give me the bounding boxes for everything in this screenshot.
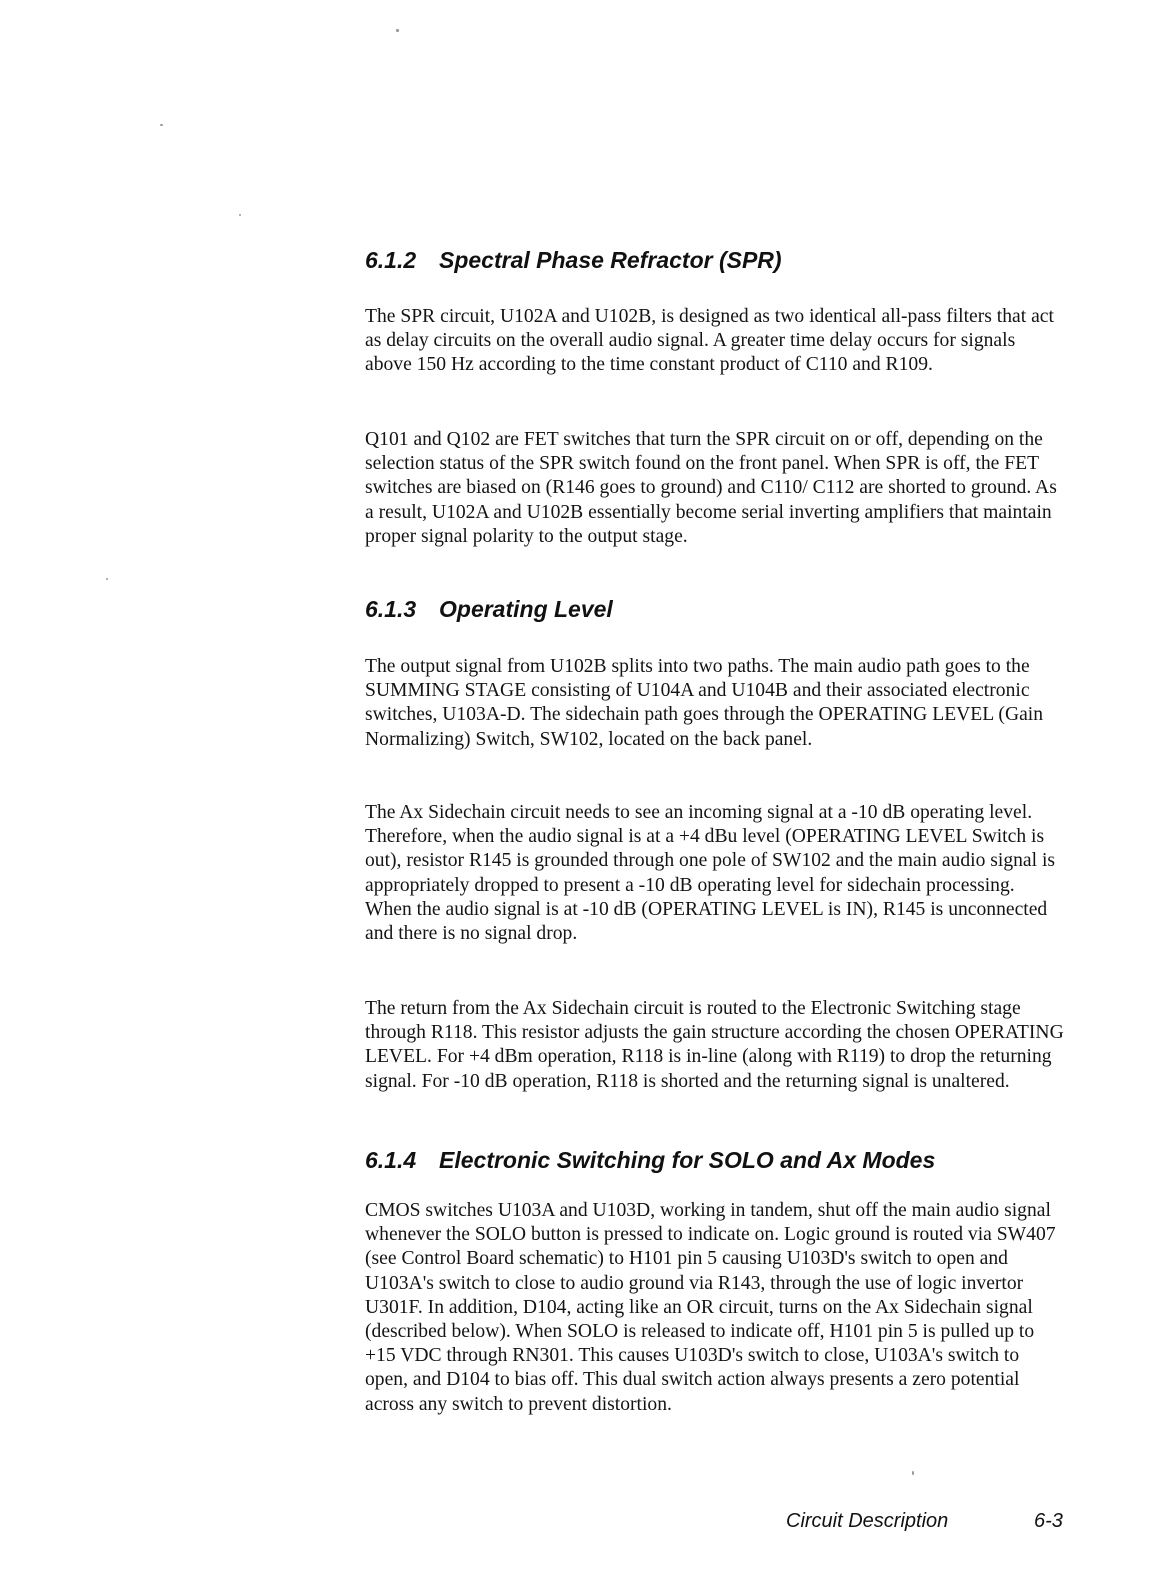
paragraph: The output signal from U102B splits into two paths. The main audio path goes to the SUMMING STAGE consisting of U104A and U104B and their associated electronic switches, U103A-D. The sidechain path goes through the OPERATING LEVEL (Gain Normalizing) Switch, SW102, located on the back panel. — [365, 656, 1044, 750]
section-title: Operating Level — [439, 596, 613, 622]
section-heading-6-1-3 — [365, 595, 613, 623]
section-heading-6-1-2 — [365, 246, 782, 274]
scan-speck — [160, 124, 163, 126]
section-title: Electronic Switching for SOLO and Ax Modes — [439, 1147, 936, 1173]
paragraph: Q101 and Q102 are FET switches that turn the SPR circuit on or off, depending on the selection status of the SPR switch found on the front panel. When SPR is off, the FET switches are biased on (R146 goes to ground) and C110/ C112 are shorted to ground. As a result, U102A and U102B essentially become serial inverting amplifiers that maintain proper signal polarity to the output stage. — [365, 429, 1057, 547]
section-title: Spectral Phase Refractor (SPR) — [439, 247, 782, 273]
section-number: 6.1.4 — [365, 1147, 417, 1173]
section-number: 6.1.2 — [365, 247, 417, 273]
footer-page-number: 6-3 — [1034, 1510, 1063, 1532]
paragraph: CMOS switches U103A and U103D, working in tandem, shut off the main audio signal whenever the SOLO button is pressed to indicate on. Logic ground is routed via SW407 (see Control Board schematic) to H101 pin 5 causing U103D's switch to open and U103A's switch to close to audio ground via R143, through the use of logic invertor U301F. In addition, D104, acting like an OR circuit, turns on the Ax Sidechain signal (described below). When SOLO is released to indicate off, H101 pin 5 is pulled up to +15 VDC through RN301. This causes U103D's switch to close, U103A's switch to open, and D104 to bias off. This dual switch action always presents a zero potential across any switch to prevent distortion. — [365, 1200, 1056, 1415]
footer-chapter-title: Circuit Description — [786, 1510, 949, 1532]
scan-speck — [912, 1471, 914, 1475]
scan-speck — [396, 29, 399, 32]
section-heading-6-1-4 — [365, 1146, 935, 1174]
paragraph: The Ax Sidechain circuit needs to see an incoming signal at a -10 dB operating level. Therefore, when the audio signal is at a +4 dBu level (OPERATING LEVEL Switch is out), resistor R145 is grounded through one pole of SW102 and the main audio signal is appropriately dropped to present a -10 dB operating level for sidechain processing. When the audio signal is at -10 dB (OPERATING LEVEL is IN), R145 is unconnected and there is no signal drop. — [365, 802, 1056, 945]
scan-speck — [106, 578, 108, 580]
paragraph: The return from the Ax Sidechain circuit is routed to the Electronic Switching stage through R118. This resistor adjusts the gain structure according the chosen OPERATING LEVEL. For +4 dBm operation, R118 is in-line (along with R119) to drop the returning signal. For -10 dB operation, R118 is shorted and the returning signal is unaltered. — [365, 998, 1064, 1092]
paragraph: The SPR circuit, U102A and U102B, is designed as two identical all-pass filters that act as delay circuits on the overall audio signal. A greater time delay occurs for signals above 150 Hz according to the time constant product of C110 and R109. — [365, 306, 1054, 376]
section-number: 6.1.3 — [365, 596, 417, 622]
scan-speck — [239, 214, 241, 216]
